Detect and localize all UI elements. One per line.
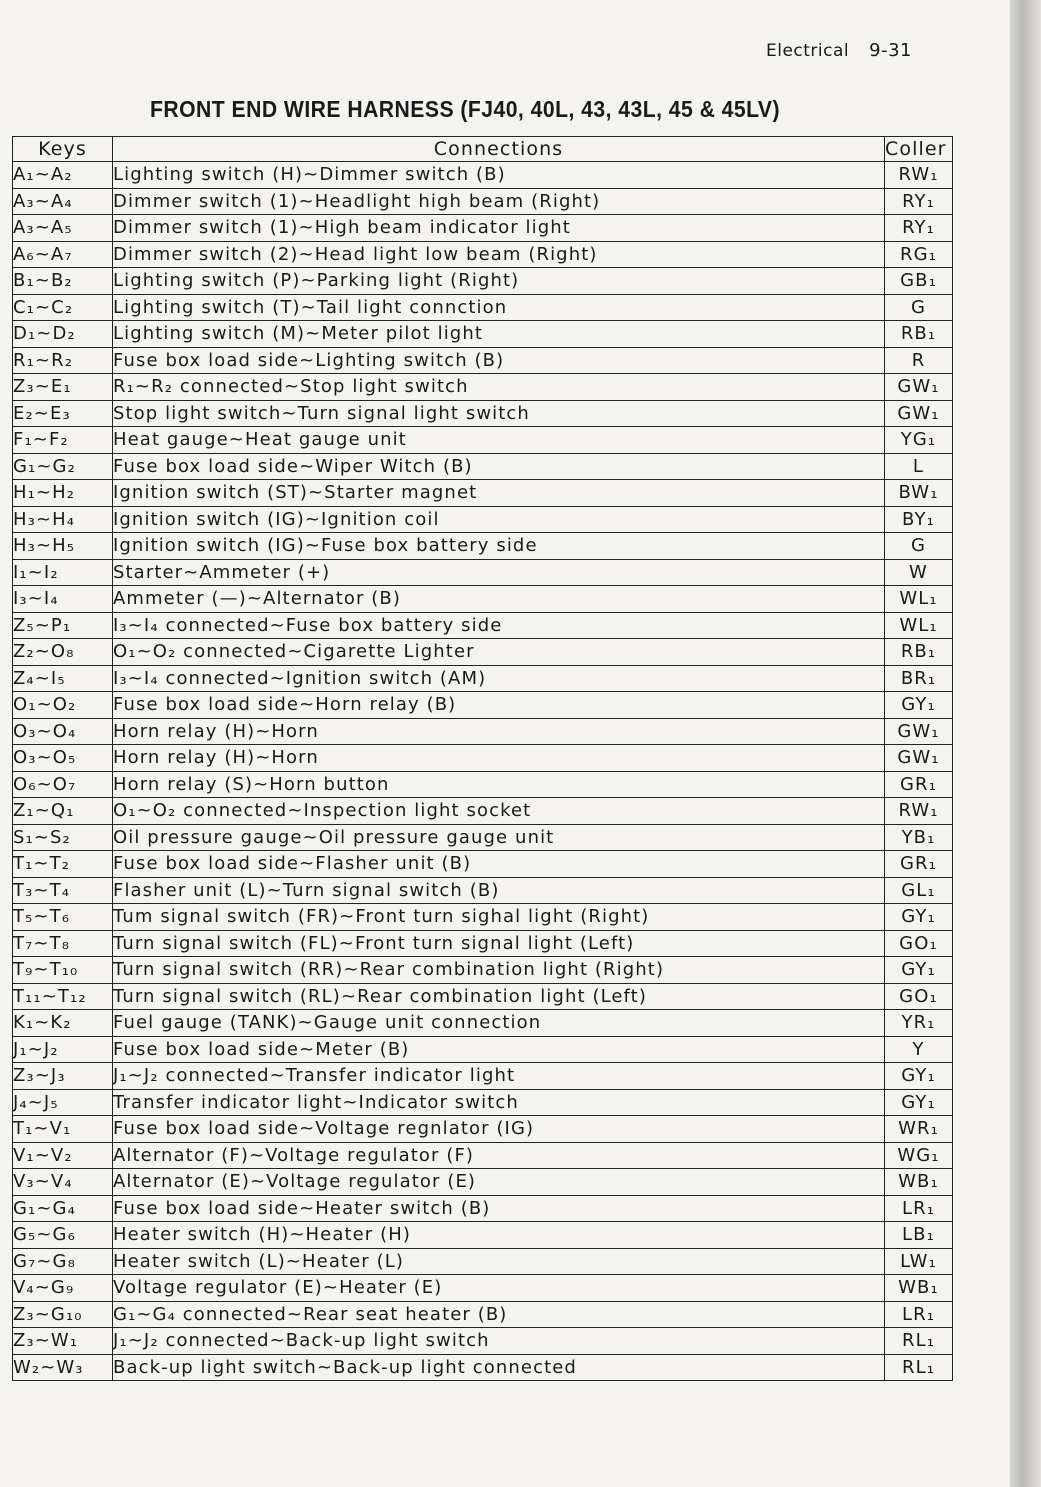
color-code-cell: R <box>885 347 953 374</box>
connection-cell: Dimmer switch (1)~Headlight high beam (Right) <box>113 188 885 215</box>
key-cell: G₇~G₈ <box>13 1248 113 1275</box>
wire-harness-table <box>12 136 953 1381</box>
connection-cell: Ammeter (—)~Alternator (B) <box>113 586 885 613</box>
color-code-cell: WB₁ <box>885 1275 953 1302</box>
table-row <box>13 798 953 825</box>
table-row <box>13 294 953 321</box>
connection-cell: Turn signal switch (RL)~Rear combination light (Left) <box>113 983 885 1010</box>
key-cell: V₃~V₄ <box>13 1169 113 1196</box>
key-cell: J₄~J₅ <box>13 1089 113 1116</box>
table-row <box>13 1010 953 1037</box>
connection-cell: Fuse box load side~Meter (B) <box>113 1036 885 1063</box>
table-row <box>13 1248 953 1275</box>
key-cell: Z₃~G₁₀ <box>13 1301 113 1328</box>
key-cell: W₂~W₃ <box>13 1354 113 1381</box>
color-code-cell: GW₁ <box>885 374 953 401</box>
table-row <box>13 612 953 639</box>
table-row <box>13 1089 953 1116</box>
color-code-cell: WL₁ <box>885 586 953 613</box>
table-row <box>13 321 953 348</box>
connection-cell: Fuse box load side~Lighting switch (B) <box>113 347 885 374</box>
table-row <box>13 268 953 295</box>
connection-cell: O₁~O₂ connected~Inspection light socket <box>113 798 885 825</box>
table-row <box>13 1354 953 1381</box>
connection-cell: Heater switch (H)~Heater (H) <box>113 1222 885 1249</box>
connection-cell: Stop light switch~Turn signal light switch <box>113 400 885 427</box>
key-cell: D₁~D₂ <box>13 321 113 348</box>
table-row <box>13 427 953 454</box>
connection-cell: Turn signal switch (FL)~Front turn signal light (Left) <box>113 930 885 957</box>
table-row <box>13 506 953 533</box>
color-code-cell: LR₁ <box>885 1195 953 1222</box>
color-code-cell: G <box>885 294 953 321</box>
table-row <box>13 718 953 745</box>
connection-cell: Horn relay (H)~Horn <box>113 718 885 745</box>
table-row <box>13 586 953 613</box>
key-cell: Z₂~O₈ <box>13 639 113 666</box>
connection-cell: Ignition switch (ST)~Starter magnet <box>113 480 885 507</box>
connection-cell: Dimmer switch (2)~Head light low beam (Right) <box>113 241 885 268</box>
key-cell: F₁~F₂ <box>13 427 113 454</box>
color-code-cell: WL₁ <box>885 612 953 639</box>
key-cell: A₃~A₄ <box>13 188 113 215</box>
book-spine-shadow <box>1010 0 1041 1487</box>
key-cell: T₅~T₆ <box>13 904 113 931</box>
key-cell: V₄~G₉ <box>13 1275 113 1302</box>
column-header-color: Coller <box>885 137 953 162</box>
color-code-cell: GW₁ <box>885 718 953 745</box>
connection-cell: Lighting switch (H)~Dimmer switch (B) <box>113 162 885 189</box>
table-row <box>13 1195 953 1222</box>
connection-cell: Fuse box load side~Wiper Witch (B) <box>113 453 885 480</box>
color-code-cell: WG₁ <box>885 1142 953 1169</box>
table-row <box>13 241 953 268</box>
color-code-cell: BW₁ <box>885 480 953 507</box>
key-cell: G₁~G₂ <box>13 453 113 480</box>
color-code-cell: RW₁ <box>885 162 953 189</box>
connection-cell: Alternator (F)~Voltage regulator (F) <box>113 1142 885 1169</box>
key-cell: J₁~J₂ <box>13 1036 113 1063</box>
key-cell: Z₁~Q₁ <box>13 798 113 825</box>
table-row <box>13 1169 953 1196</box>
color-code-cell: LW₁ <box>885 1248 953 1275</box>
table-row <box>13 851 953 878</box>
connection-cell: O₁~O₂ connected~Cigarette Lighter <box>113 639 885 666</box>
key-cell: Z₄~I₅ <box>13 665 113 692</box>
connection-cell: Fuse box load side~Heater switch (B) <box>113 1195 885 1222</box>
color-code-cell: G <box>885 533 953 560</box>
connection-cell: Horn relay (H)~Horn <box>113 745 885 772</box>
key-cell: A₁~A₂ <box>13 162 113 189</box>
color-code-cell: RG₁ <box>885 241 953 268</box>
color-code-cell: RB₁ <box>885 321 953 348</box>
key-cell: T₁₁~T₁₂ <box>13 983 113 1010</box>
color-code-cell: GR₁ <box>885 771 953 798</box>
key-cell: T₁~T₂ <box>13 851 113 878</box>
connection-cell: I₃~I₄ connected~Ignition switch (AM) <box>113 665 885 692</box>
key-cell: R₁~R₂ <box>13 347 113 374</box>
table-row <box>13 162 953 189</box>
connection-cell: J₁~J₂ connected~Transfer indicator light <box>113 1063 885 1090</box>
connection-cell: Heat gauge~Heat gauge unit <box>113 427 885 454</box>
color-code-cell: YR₁ <box>885 1010 953 1037</box>
table-row <box>13 533 953 560</box>
color-code-cell: RB₁ <box>885 639 953 666</box>
table-row <box>13 745 953 772</box>
connection-cell: Ignition switch (IG)~Ignition coil <box>113 506 885 533</box>
key-cell: O₆~O₇ <box>13 771 113 798</box>
color-code-cell: L <box>885 453 953 480</box>
document-title: FRONT END WIRE HARNESS (FJ40, 40L, 43, 43L, 45 & 45LV) <box>150 96 781 122</box>
table-row <box>13 930 953 957</box>
key-cell: A₃~A₅ <box>13 215 113 242</box>
key-cell: Z₅~P₁ <box>13 612 113 639</box>
connection-cell: J₁~J₂ connected~Back-up light switch <box>113 1328 885 1355</box>
connection-cell: Heater switch (L)~Heater (L) <box>113 1248 885 1275</box>
connection-cell: Lighting switch (P)~Parking light (Right) <box>113 268 885 295</box>
table-body <box>13 162 953 1381</box>
connection-cell: Fuel gauge (TANK)~Gauge unit connection <box>113 1010 885 1037</box>
color-code-cell: LB₁ <box>885 1222 953 1249</box>
color-code-cell: W <box>885 559 953 586</box>
connection-cell: Ignition switch (IG)~Fuse box battery side <box>113 533 885 560</box>
connection-cell: Lighting switch (M)~Meter pilot light <box>113 321 885 348</box>
color-code-cell: WB₁ <box>885 1169 953 1196</box>
table-row <box>13 1142 953 1169</box>
connection-cell: Oil pressure gauge~Oil pressure gauge unit <box>113 824 885 851</box>
color-code-cell: GW₁ <box>885 400 953 427</box>
color-code-cell: Y <box>885 1036 953 1063</box>
color-code-cell: LR₁ <box>885 1301 953 1328</box>
connection-cell: Fuse box load side~Horn relay (B) <box>113 692 885 719</box>
key-cell: K₁~K₂ <box>13 1010 113 1037</box>
connection-cell: Tum signal switch (FR)~Front turn sighal light (Right) <box>113 904 885 931</box>
table-row <box>13 983 953 1010</box>
connection-cell: G₁~G₄ connected~Rear seat heater (B) <box>113 1301 885 1328</box>
table-row <box>13 559 953 586</box>
connection-cell: Transfer indicator light~Indicator switch <box>113 1089 885 1116</box>
key-cell: T₃~T₄ <box>13 877 113 904</box>
connection-cell: Starter~Ammeter (+) <box>113 559 885 586</box>
table-row <box>13 877 953 904</box>
table-row <box>13 771 953 798</box>
color-code-cell: GY₁ <box>885 1089 953 1116</box>
key-cell: T₉~T₁₀ <box>13 957 113 984</box>
table-row <box>13 453 953 480</box>
table-row <box>13 639 953 666</box>
table-row <box>13 1036 953 1063</box>
section-name: Electrical <box>766 41 850 61</box>
key-cell: O₁~O₂ <box>13 692 113 719</box>
table-row <box>13 1328 953 1355</box>
color-code-cell: GO₁ <box>885 983 953 1010</box>
color-code-cell: GO₁ <box>885 930 953 957</box>
key-cell: H₁~H₂ <box>13 480 113 507</box>
key-cell: I₁~I₂ <box>13 559 113 586</box>
connection-cell: Dimmer switch (1)~High beam indicator light <box>113 215 885 242</box>
key-cell: H₃~H₄ <box>13 506 113 533</box>
color-code-cell: WR₁ <box>885 1116 953 1143</box>
table-row <box>13 824 953 851</box>
table-row <box>13 957 953 984</box>
key-cell: C₁~C₂ <box>13 294 113 321</box>
table-row <box>13 692 953 719</box>
table-row <box>13 1275 953 1302</box>
color-code-cell: GY₁ <box>885 957 953 984</box>
connection-cell: Back-up light switch~Back-up light connected <box>113 1354 885 1381</box>
key-cell: B₁~B₂ <box>13 268 113 295</box>
color-code-cell: RL₁ <box>885 1328 953 1355</box>
color-code-cell: GB₁ <box>885 268 953 295</box>
color-code-cell: GY₁ <box>885 1063 953 1090</box>
table-row <box>13 1063 953 1090</box>
key-cell: V₁~V₂ <box>13 1142 113 1169</box>
table-row <box>13 1222 953 1249</box>
column-header-keys: Keys <box>13 137 113 162</box>
key-cell: G₅~G₆ <box>13 1222 113 1249</box>
key-cell: T₁~V₁ <box>13 1116 113 1143</box>
table-row <box>13 1116 953 1143</box>
table-row <box>13 1301 953 1328</box>
color-code-cell: GL₁ <box>885 877 953 904</box>
key-cell: H₃~H₅ <box>13 533 113 560</box>
connection-cell: Alternator (E)~Voltage regulator (E) <box>113 1169 885 1196</box>
connection-cell: I₃~I₄ connected~Fuse box battery side <box>113 612 885 639</box>
key-cell: G₁~G₄ <box>13 1195 113 1222</box>
color-code-cell: GY₁ <box>885 904 953 931</box>
connection-cell: Turn signal switch (RR)~Rear combination light (Right) <box>113 957 885 984</box>
color-code-cell: RY₁ <box>885 215 953 242</box>
key-cell: O₃~O₄ <box>13 718 113 745</box>
table-row <box>13 904 953 931</box>
table-row <box>13 374 953 401</box>
connection-cell: Lighting switch (T)~Tail light connction <box>113 294 885 321</box>
color-code-cell: YG₁ <box>885 427 953 454</box>
color-code-cell: RY₁ <box>885 188 953 215</box>
table-row <box>13 215 953 242</box>
table-row <box>13 665 953 692</box>
column-header-connections: Connections <box>113 137 885 162</box>
color-code-cell: GW₁ <box>885 745 953 772</box>
key-cell: S₁~S₂ <box>13 824 113 851</box>
color-code-cell: RL₁ <box>885 1354 953 1381</box>
connection-cell: Fuse box load side~Flasher unit (B) <box>113 851 885 878</box>
color-code-cell: GY₁ <box>885 692 953 719</box>
key-cell: E₂~E₃ <box>13 400 113 427</box>
table-row <box>13 188 953 215</box>
connection-cell: Horn relay (S)~Horn button <box>113 771 885 798</box>
connection-cell: Voltage regulator (E)~Heater (E) <box>113 1275 885 1302</box>
color-code-cell: BR₁ <box>885 665 953 692</box>
color-code-cell: BY₁ <box>885 506 953 533</box>
page-header <box>766 40 912 61</box>
table-row <box>13 400 953 427</box>
key-cell: Z₃~E₁ <box>13 374 113 401</box>
color-code-cell: GR₁ <box>885 851 953 878</box>
color-code-cell: RW₁ <box>885 798 953 825</box>
color-code-cell: YB₁ <box>885 824 953 851</box>
table-row <box>13 480 953 507</box>
table-header-row <box>13 137 953 162</box>
key-cell: T₇~T₈ <box>13 930 113 957</box>
page-number: 9-31 <box>869 40 912 61</box>
key-cell: Z₃~J₃ <box>13 1063 113 1090</box>
key-cell: A₆~A₇ <box>13 241 113 268</box>
connection-cell: Flasher unit (L)~Turn signal switch (B) <box>113 877 885 904</box>
connection-cell: Fuse box load side~Voltage regnlator (IG) <box>113 1116 885 1143</box>
connection-cell: R₁~R₂ connected~Stop light switch <box>113 374 885 401</box>
key-cell: Z₃~W₁ <box>13 1328 113 1355</box>
key-cell: O₃~O₅ <box>13 745 113 772</box>
key-cell: I₃~I₄ <box>13 586 113 613</box>
table-row <box>13 347 953 374</box>
